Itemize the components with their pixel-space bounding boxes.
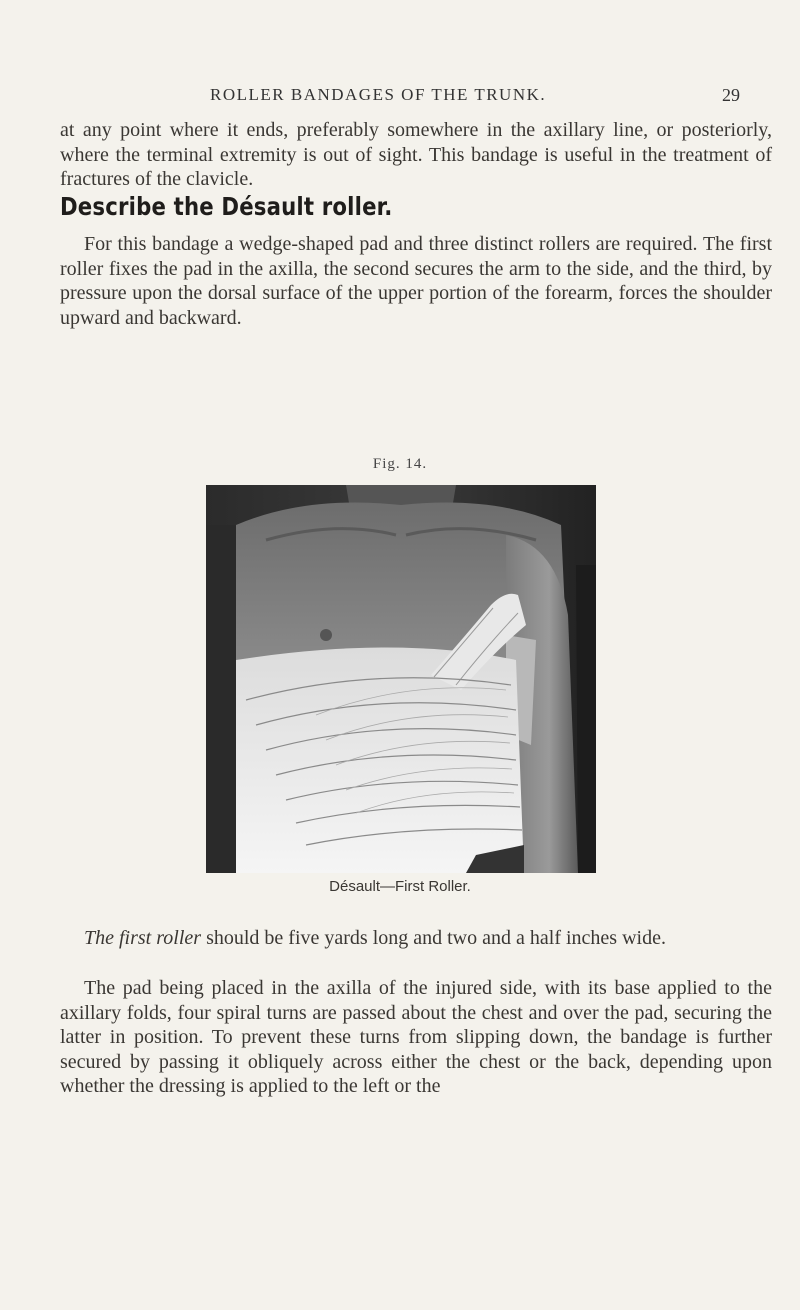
paragraph-2-emphasis: The first roller <box>84 927 202 949</box>
figure-caption: Désault—First Roller. <box>329 878 471 895</box>
paragraph-3: The pad being placed in the axilla of the injured side, with its base applied to the axillary folds, four spiral turns are passed about the chest and over the pad, securing the latter in position. To prevent these turns from slipping down, the bandage is further secured by passing it obliquely across either the chest or the back, depending upon whether the dressing is applied to the left or the <box>60 977 772 1097</box>
running-title: ROLLER BANDAGES OF THE TRUNK. <box>210 85 547 104</box>
paragraph-2 <box>60 926 772 951</box>
paragraph-1: For this bandage a wedge-shaped pad and three distinct rollers are required. The first roller fixes the pad in the axilla, the second secures the arm to the side, and the third, by pressure upon the dorsal surface of the upper portion of the forearm, forces the shoulder upward and backward. <box>60 233 772 329</box>
page-number: 29 <box>722 85 740 105</box>
figure-photo <box>206 485 596 873</box>
paragraph-2-text: should be five yards long and two and a half inches wide. <box>201 927 666 949</box>
intro-paragraph: at any point where it ends, preferably somewhere in the axillary line, or posteriorly, where the terminal extremity is out of sight. This bandage is useful in the treatment of fractures of the clavicle. <box>60 119 772 190</box>
section-heading: Describe the Désault roller. <box>60 192 393 221</box>
running-head <box>60 85 780 109</box>
bandaged-torso-illustration <box>206 485 596 873</box>
figure-label: Fig. 14. <box>372 456 428 472</box>
